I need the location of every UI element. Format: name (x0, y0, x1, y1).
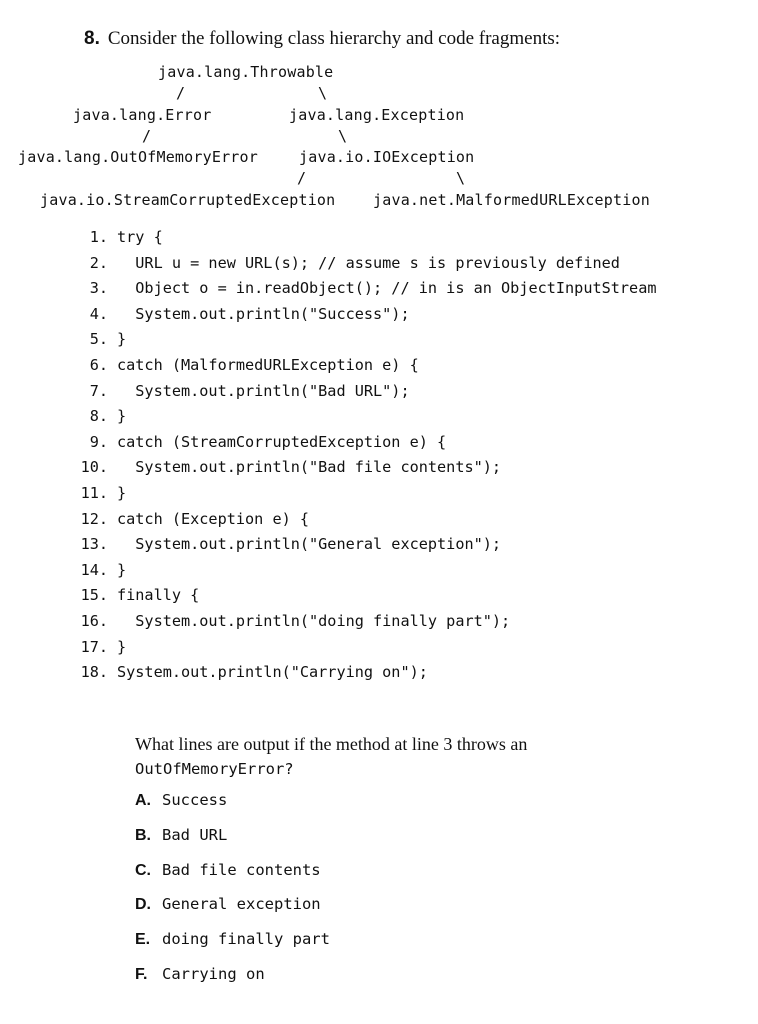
question-prompt (135, 732, 605, 781)
code-text: System.out.println("Bad file contents"); (117, 458, 502, 477)
option-d[interactable] (135, 891, 330, 926)
hierarchy-exception: java.lang.Exception (289, 106, 465, 124)
code-line (76, 660, 656, 686)
line-number: 6. (89, 355, 108, 374)
hierarchy-outofmemoryerror: java.lang.OutOfMemoryError (18, 148, 258, 166)
code-text: } (117, 637, 127, 656)
hierarchy-ioexception: java.io.IOException (299, 148, 475, 166)
option-text: Bad URL (162, 825, 228, 844)
hierarchy-edge: / (176, 84, 186, 102)
code-line (76, 276, 656, 302)
code-text: System.out.println("Bad URL"); (117, 381, 410, 400)
line-number: 3. (89, 279, 108, 298)
line-number: 2. (89, 253, 108, 272)
code-line (76, 353, 656, 379)
code-line (76, 302, 656, 328)
code-text: } (117, 330, 127, 349)
line-number: 9. (89, 432, 108, 451)
option-b[interactable] (135, 822, 330, 857)
code-text: try { (117, 228, 163, 246)
line-number: 14. (80, 560, 108, 579)
line-number: 7. (89, 381, 108, 400)
hierarchy-edge: \ (338, 127, 348, 145)
code-text: System.out.println("Carrying on"); (117, 663, 428, 682)
code-text: URL u = new URL(s); // assume s is previously defined (117, 253, 620, 272)
line-number: 13. (80, 535, 108, 554)
hierarchy-malformedurl: java.net.MalformedURLException (373, 191, 650, 209)
option-letter: D. (135, 896, 151, 914)
code-text: catch (Exception e) { (117, 509, 310, 528)
code-text: System.out.println("General exception"); (117, 535, 502, 554)
option-text: Carrying on (162, 964, 265, 983)
line-number: 10. (80, 458, 108, 477)
hierarchy-throwable: java.lang.Throwable (158, 63, 334, 81)
code-line (76, 251, 656, 277)
question-number: 8. (84, 28, 100, 49)
code-line (76, 455, 656, 481)
code-line (76, 327, 656, 353)
code-line (76, 558, 656, 584)
option-letter: C. (135, 861, 151, 879)
hierarchy-edge: \ (318, 84, 328, 102)
code-line (76, 430, 656, 456)
line-number: 16. (80, 611, 108, 630)
option-c[interactable] (135, 857, 330, 892)
option-letter: E. (135, 931, 151, 949)
code-text: System.out.println("doing finally part"); (117, 611, 511, 630)
option-e[interactable] (135, 926, 330, 961)
code-text: Object o = in.readObject(); // in is an ObjectInputStream (117, 279, 657, 298)
code-text: } (117, 407, 127, 426)
option-text: Success (162, 791, 228, 809)
code-text: } (117, 483, 127, 502)
question-header (84, 28, 560, 50)
code-line (76, 532, 656, 558)
answer-options (135, 787, 330, 996)
code-line (76, 481, 656, 507)
hierarchy-error: java.lang.Error (73, 106, 212, 124)
hierarchy-edge: / (297, 169, 307, 187)
line-number: 17. (80, 637, 108, 656)
line-number: 4. (89, 304, 108, 323)
option-letter: B. (135, 826, 151, 844)
option-text: Bad file contents (162, 860, 321, 879)
code-line (76, 583, 656, 609)
code-line (76, 609, 656, 635)
code-text: catch (StreamCorruptedException e) { (117, 432, 447, 451)
line-number: 11. (80, 483, 108, 502)
prompt-line-1: What lines are output if the method at line 3 throws an (135, 734, 528, 754)
option-f[interactable] (135, 961, 330, 996)
code-line (76, 635, 656, 661)
option-letter: F. (135, 965, 148, 983)
code-line (76, 507, 656, 533)
hierarchy-streamcorrupted: java.io.StreamCorruptedException (40, 191, 336, 209)
code-text: finally { (117, 586, 200, 605)
code-text: catch (MalformedURLException e) { (117, 355, 419, 374)
code-line (76, 379, 656, 405)
code-text: System.out.println("Success"); (117, 304, 410, 323)
prompt-line-2: OutOfMemoryError? (135, 760, 294, 778)
option-text: General exception (162, 895, 321, 914)
line-number: 18. (80, 663, 108, 682)
option-a[interactable] (135, 787, 330, 822)
option-letter: A. (135, 792, 151, 809)
hierarchy-edge: / (142, 127, 152, 145)
line-number: 5. (89, 330, 108, 349)
code-line (76, 225, 656, 251)
code-line (76, 404, 656, 430)
code-block (76, 225, 656, 686)
line-number: 15. (80, 586, 108, 605)
question-intro: Consider the following class hierarchy and code fragments: (107, 28, 561, 49)
hierarchy-edge: \ (456, 169, 466, 187)
line-number: 1. (89, 228, 108, 246)
option-text: doing finally part (162, 930, 330, 949)
line-number: 8. (89, 407, 108, 426)
line-number: 12. (80, 509, 108, 528)
code-text: } (117, 560, 127, 579)
